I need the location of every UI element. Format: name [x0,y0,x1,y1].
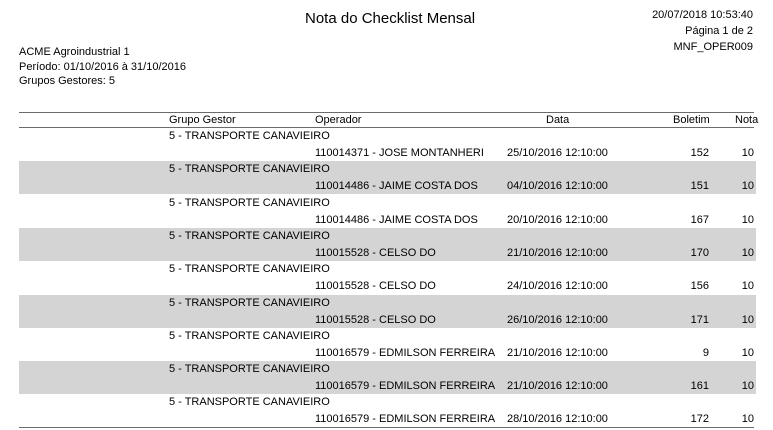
cell-operador: 110014486 - JAIME COSTA DOS [315,213,478,226]
cell-nota: 10 [741,246,754,259]
cell-boletim: 161 [690,380,709,393]
col-header-grupo-gestor: Grupo Gestor [169,114,236,126]
cell-grupo-gestor: 5 - TRANSPORTE CANAVIEIRO [169,163,330,176]
cell-boletim: 152 [690,147,709,159]
table-row [19,228,756,261]
cell-grupo-gestor: 5 - TRANSPORTE CANAVIEIRO [169,329,330,342]
table-row [19,328,756,361]
cell-boletim: 156 [690,280,709,293]
cell-data: 24/10/2016 12:10:00 [507,280,608,293]
cell-grupo-gestor: 5 - TRANSPORTE CANAVIEIRO [169,130,330,142]
cell-data: 28/10/2016 12:10:00 [507,413,608,426]
table-bottom-rule [19,427,754,428]
cell-grupo-gestor: 5 - TRANSPORTE CANAVIEIRO [169,296,330,309]
cell-data: 04/10/2016 12:10:00 [507,180,608,193]
cell-operador: 110014486 - JAIME COSTA DOS [315,180,478,193]
cell-boletim: 172 [690,413,709,426]
col-header-nota: Nota [735,114,759,126]
col-header-data: Data [546,114,570,126]
cell-grupo-gestor: 5 - TRANSPORTE CANAVIEIRO [169,196,330,209]
cell-nota: 10 [741,313,754,326]
header-top-rule [19,112,754,113]
table-row [19,361,756,394]
cell-nota: 10 [741,213,754,226]
cell-data: 20/10/2016 12:10:00 [507,213,608,226]
cell-operador: 110015528 - CELSO DO [315,280,436,293]
cell-operador: 110014371 - JOSE MONTANHERI [315,147,484,159]
report-period: Período: 01/10/2016 à 31/10/2016 [19,61,186,73]
cell-data: 26/10/2016 12:10:00 [507,313,608,326]
report-code: MNF_OPER009 [673,41,753,53]
cell-boletim: 171 [690,313,709,326]
table-row [19,161,756,194]
table-row [19,195,756,228]
table-row [19,128,756,161]
cell-grupo-gestor: 5 - TRANSPORTE CANAVIEIRO [169,263,330,276]
cell-boletim: 167 [690,213,709,226]
cell-nota: 10 [741,380,754,393]
company-name: ACME Agroindustrial 1 [19,46,130,58]
cell-operador: 110015528 - CELSO DO [315,246,436,259]
report-groups: Grupos Gestores: 5 [19,75,115,87]
cell-operador: 110016579 - EDMILSON FERREIRA [315,346,496,359]
cell-nota: 10 [741,346,754,359]
cell-data: 21/10/2016 12:10:00 [507,246,608,259]
table-row [19,295,756,328]
cell-grupo-gestor: 5 - TRANSPORTE CANAVIEIRO [169,229,330,242]
cell-operador: 110016579 - EDMILSON FERREIRA [315,380,496,393]
cell-boletim: 170 [690,246,709,259]
cell-data: 25/10/2016 12:10:00 [507,147,608,159]
col-header-boletim: Boletim [673,114,710,126]
cell-nota: 10 [741,280,754,293]
report-datetime: 20/07/2018 10:53:40 [652,9,753,21]
cell-grupo-gestor: 5 - TRANSPORTE CANAVIEIRO [169,363,330,376]
cell-grupo-gestor: 5 - TRANSPORTE CANAVIEIRO [169,396,330,409]
cell-nota: 10 [741,147,754,159]
cell-boletim: 9 [702,346,709,359]
cell-data: 21/10/2016 12:10:00 [507,380,608,393]
cell-operador: 110016579 - EDMILSON FERREIRA [315,413,496,426]
cell-data: 21/10/2016 12:10:00 [507,346,608,359]
table-row [19,261,756,294]
table-row [19,394,756,427]
cell-operador: 110015528 - CELSO DO [315,313,436,326]
col-header-operador: Operador [315,114,362,126]
cell-nota: 10 [741,413,754,426]
cell-boletim: 151 [690,180,709,193]
page-indicator: Página 1 de 2 [685,25,753,37]
report-title: Nota do Checklist Mensal [305,10,476,27]
cell-nota: 10 [741,180,754,193]
